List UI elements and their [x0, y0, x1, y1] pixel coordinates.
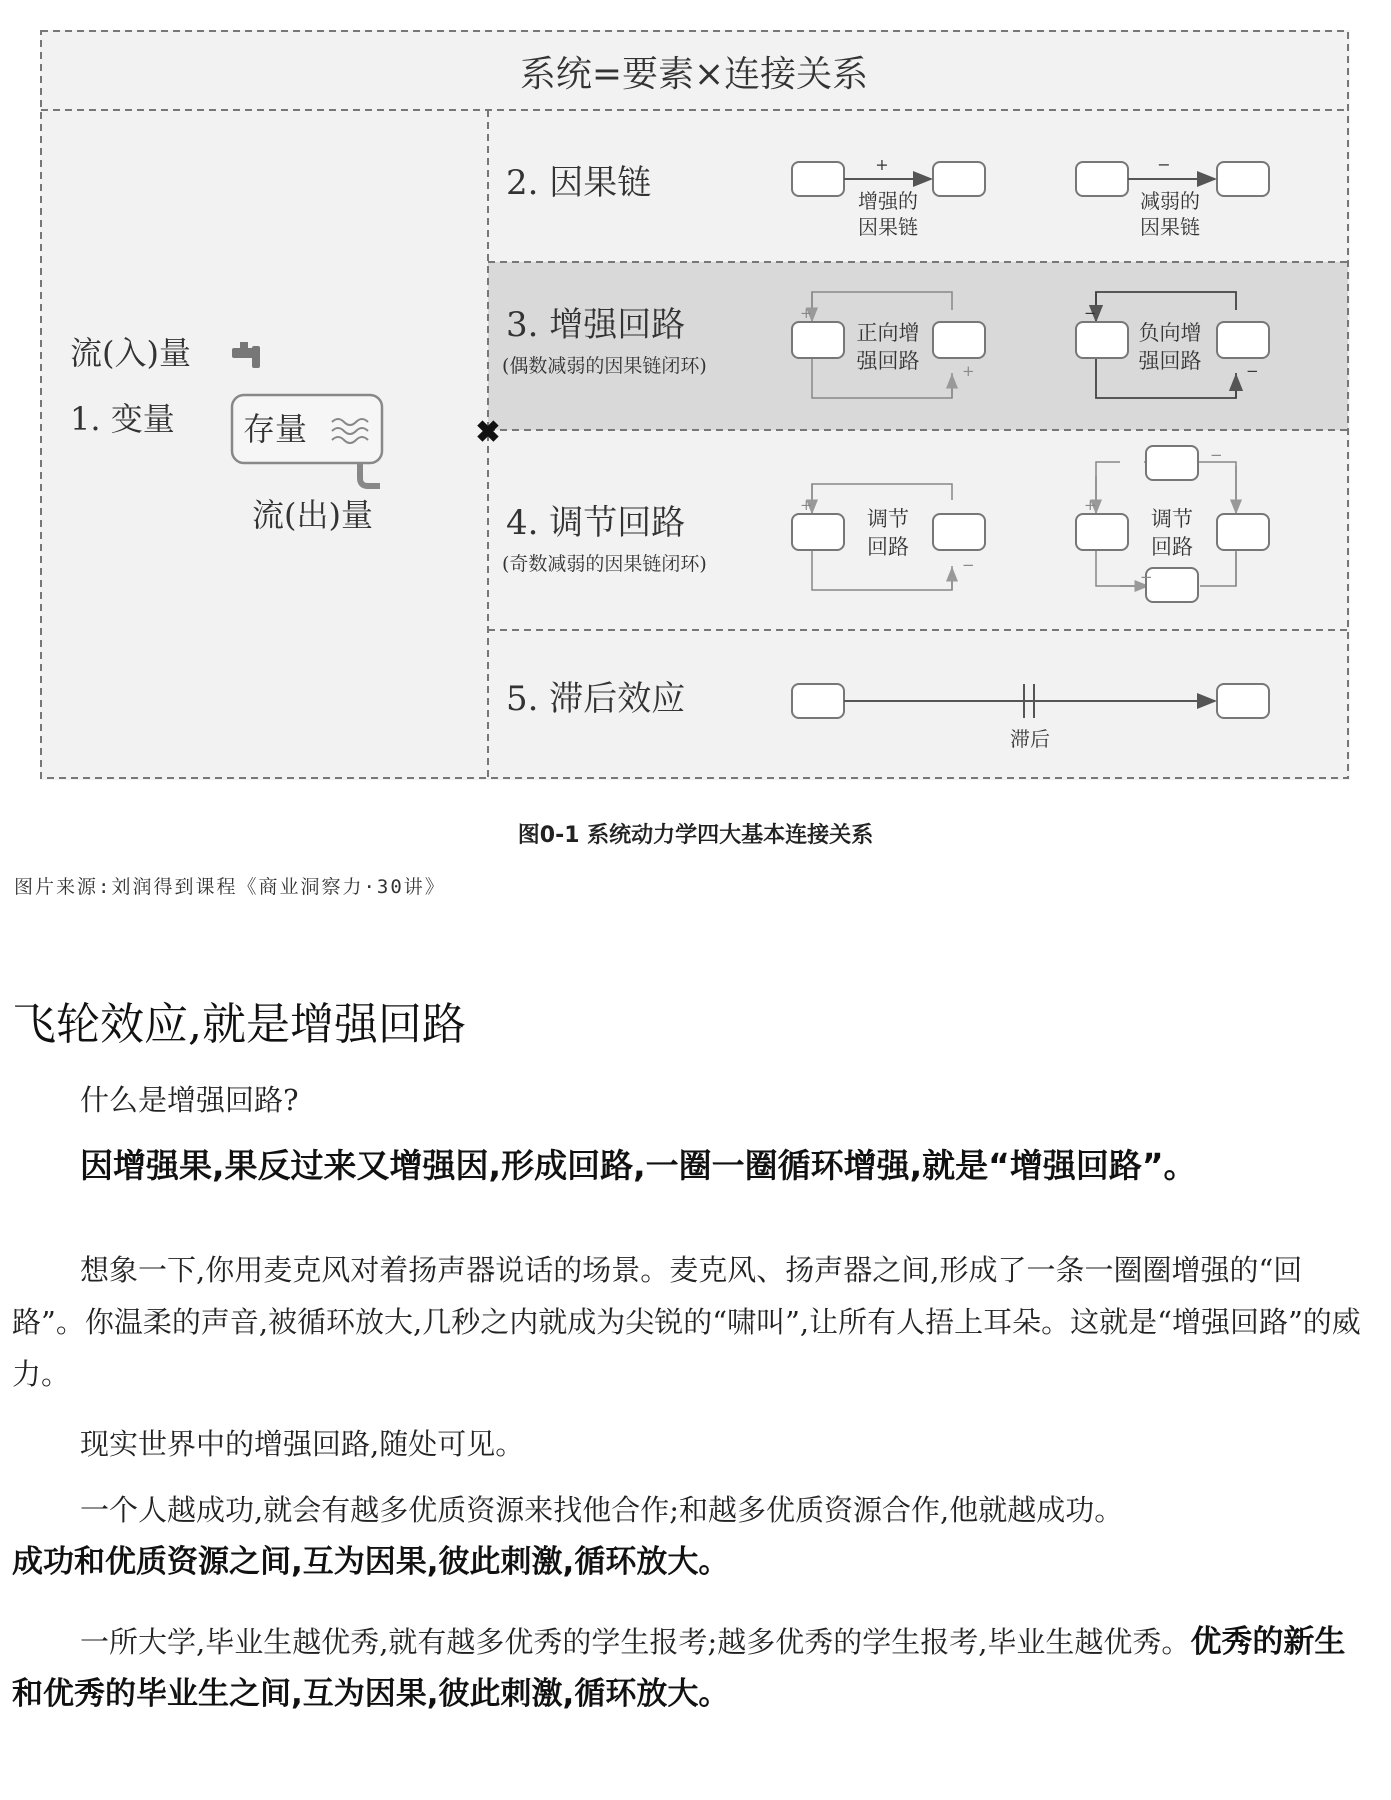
paragraph-success [12, 1484, 1372, 1588]
enhance-plus-sign: + [875, 155, 889, 174]
figure-diagram [40, 30, 1350, 780]
section-title: 飞轮效应,就是增强回路 [12, 999, 466, 1050]
enhance-chain-label-1: 增强的 [858, 189, 918, 213]
balancing-plus-sign: + [800, 496, 813, 514]
outflow-pipe-icon [360, 463, 380, 486]
balancing-loop-label-2: 回路 [867, 535, 909, 559]
university-text: 一所大学,毕业生越优秀,就有越多优秀的学生报考;越多优秀的学生报考,毕业生越优秀。 [80, 1625, 1191, 1659]
inflow-label: 流(入)量 [70, 334, 191, 372]
cross-mark-icon: ✖ [475, 415, 501, 450]
balancing-title: 4. 调节回路 [506, 503, 686, 543]
delay-diagram [792, 684, 1269, 718]
figure-header: 系统=要素×连接关系 [519, 54, 869, 95]
figure-source: 图片来源:刘润得到课程《商业洞察力·30讲》 [14, 876, 446, 898]
positive-loop-label-2: 强回路 [856, 349, 920, 373]
positive-loop-plus-a: + [800, 304, 813, 322]
negative-loop-minus-a: − [1084, 304, 1097, 322]
university-emphasis: 优秀的新生和优秀的毕业生之间,互为因果,彼此刺激,循环放大。 [12, 1624, 1346, 1712]
success-text: 一个人越成功,就会有越多优质资源来找他合作;和越多优质资源合作,他就越成功。 [80, 1493, 1124, 1527]
negative-loop-label-1: 负向增 [1138, 321, 1202, 345]
weaken-chain-label-2: 因果链 [1140, 215, 1200, 239]
enhance-chain-label-2: 因果链 [858, 215, 918, 239]
weaken-chain-label-1: 减弱的 [1140, 189, 1200, 213]
balancing-4-plus-sign: + [1084, 496, 1097, 514]
negative-loop-label-2: 强回路 [1138, 349, 1202, 373]
faucet-icon [232, 342, 260, 368]
balancing-minus-sign: − [962, 556, 975, 574]
stock-label: 存量 [243, 410, 308, 448]
balancing-4-minus-top: − [1210, 446, 1223, 464]
balancing-4-minus-bottom: − [1140, 568, 1153, 586]
paragraph-microphone: 想象一下,你用麦克风对着扬声器说话的场景。麦克风、扬声器之间,形成了一条一圈圈增强的“回路”。你温柔的声音,被循环放大,几秒之内就成为尖锐的“啸叫”,让所有人捂上耳朵。这就是“增强回路”的威力。 [12, 1253, 1361, 1391]
delay-label: 滞后 [1010, 727, 1050, 751]
balancing-loop-label-1: 调节 [867, 507, 909, 531]
causal-chain-title: 2. 因果链 [506, 163, 652, 203]
positive-loop-plus-b: + [962, 362, 975, 380]
variable-label: 1. 变量 [70, 400, 175, 438]
paragraph-definition: 因增强果,果反过来又增强因,形成回路,一圈一圈循环增强,就是“增强回路”。 [80, 1146, 1197, 1185]
success-emphasis: 成功和优质资源之间,互为因果,彼此刺激,循环放大。 [12, 1544, 730, 1580]
figure-caption: 图0-1 系统动力学四大基本连接关系 [517, 823, 874, 848]
balancing-subtitle: (奇数减弱的因果链闭环) [502, 553, 707, 575]
paragraph-university [12, 1616, 1372, 1720]
balancing-4-label-1: 调节 [1151, 507, 1193, 531]
outflow-label: 流(出)量 [252, 496, 373, 534]
system-dynamics-figure [40, 30, 1350, 780]
positive-loop-label-1: 正向增 [856, 321, 920, 345]
delay-title: 5. 滞后效应 [506, 679, 686, 719]
paragraph-everywhere: 现实世界中的增强回路,随处可见。 [80, 1427, 525, 1461]
weaken-minus-sign: − [1157, 155, 1171, 174]
balancing-4-label-2: 回路 [1151, 535, 1193, 559]
paragraph-question: 什么是增强回路? [80, 1083, 299, 1117]
reinforcing-title: 3. 增强回路 [506, 305, 686, 345]
reinforcing-subtitle: (偶数减弱的因果链闭环) [502, 355, 707, 377]
negative-loop-minus-b: − [1246, 362, 1259, 380]
